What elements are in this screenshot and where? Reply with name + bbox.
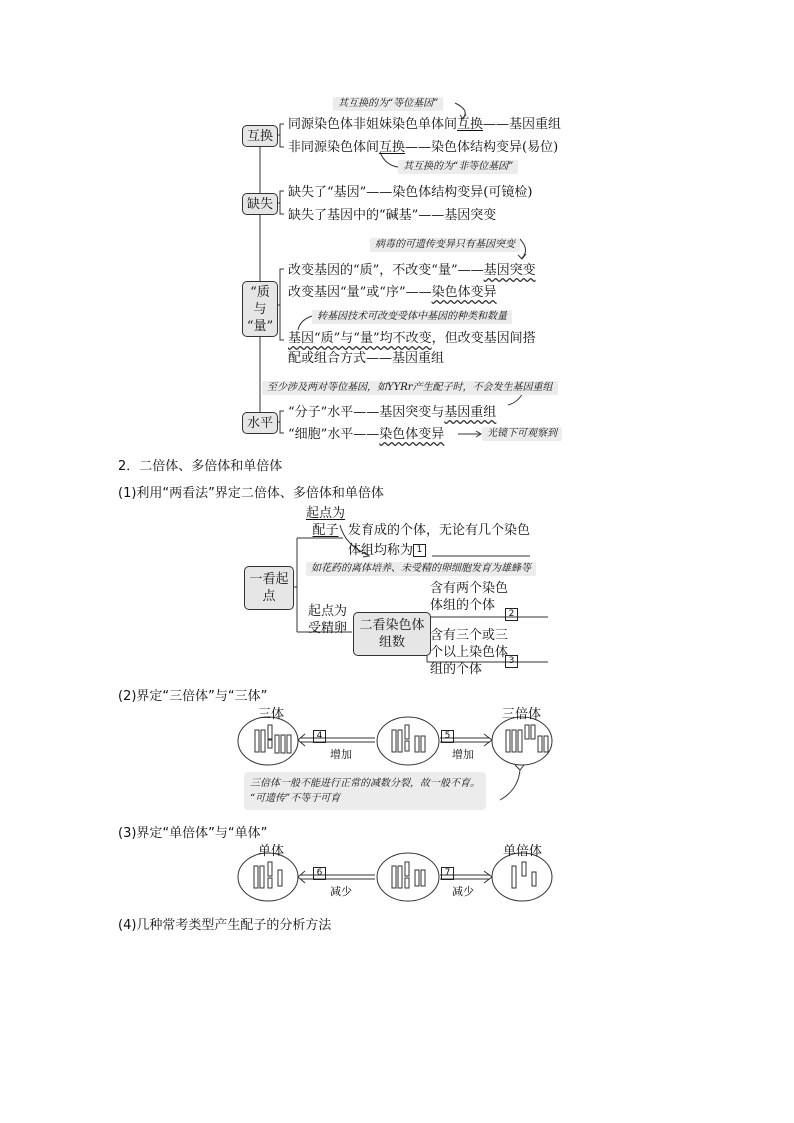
shuiping-line2: “细胞”水平——染色体变异 — [288, 427, 445, 442]
blank-4: 4 — [313, 730, 326, 743]
blank-5: 5 — [441, 730, 454, 743]
zhiliang-line2: 改变基因“量”或“序”——染色体变异 — [288, 285, 497, 300]
label-trisomy: 三体 — [258, 707, 285, 722]
zhiliang-line1: 改变基因的“质”，不改变“量”——基因突变 — [288, 263, 536, 278]
cell-diploid-bottom — [377, 853, 439, 901]
blank-6: 6 — [313, 867, 326, 880]
blank-2-wrap — [505, 604, 518, 623]
section-title: 2．二倍体、多倍体和单倍体 — [118, 459, 283, 474]
note-microscope: 光镜下可观察到 — [482, 427, 562, 441]
start-gamete: 起点为 配子 — [306, 506, 346, 538]
note-two-alleles: 至少涉及两对等位基因，如YYRr产生配子时，不会发生基因重组 — [262, 381, 558, 395]
note-nonallele-exchange: 其互换的为“非等位基因” — [398, 160, 518, 174]
node-yikan: 一看起点 — [244, 566, 294, 610]
blank-7: 7 — [441, 867, 454, 880]
node-shuiping: 水平 — [242, 412, 278, 434]
chromosomes-triploid — [506, 725, 548, 752]
chromosomes-trisomy — [255, 725, 291, 753]
chromosomes-diploid-top — [392, 725, 425, 752]
jiaohuan-line2: 非同源染色体间互换——染色体结构变异(易位) — [288, 140, 559, 155]
blank-1: 1 — [413, 544, 426, 557]
blank-4-wrap — [313, 726, 326, 745]
gamete-desc-2: 体组均称为 1 — [348, 542, 426, 559]
node-queshi: 缺失 — [242, 193, 278, 215]
jiaohuan-line1: 同源染色体非姐妹染色单体间互换——基因重组 — [288, 117, 562, 132]
subsection-2-title: (2)界定“三倍体”与“三体” — [118, 689, 268, 704]
note-virus: 病毒的可遗传变异只有基因突变 — [370, 238, 520, 252]
label-monosomy: 单体 — [258, 844, 285, 859]
two-sets-1: 含有两个染色 — [430, 581, 509, 596]
chromosomes-monosomy — [254, 862, 282, 888]
start-zygote: 起点为 受精卵 — [308, 604, 348, 636]
chromosomes-haploid — [512, 862, 536, 888]
subsection-1-title: (1)利用“两看法”界定二倍体、多倍体和单倍体 — [118, 486, 384, 501]
blank-6-wrap — [313, 863, 326, 882]
blank-3-wrap — [505, 651, 518, 670]
arrow-label-decrease-right: 减少 — [452, 885, 474, 898]
queshi-line2: 缺失了基因中的“碱基”——基因突变 — [288, 208, 497, 223]
note-gamete-example: 如花药的离体培养、未受精的卵细胞发育为雄蜂等 — [306, 562, 536, 576]
three-sets-2: 个以上染色体 — [430, 645, 509, 660]
node-jiaohuan: 互换 — [242, 125, 278, 147]
subsection-3-title: (3)界定“单倍体”与“单体” — [118, 826, 268, 841]
arrow-label-increase-right: 增加 — [452, 748, 474, 761]
three-sets-1: 含有三个或三 — [430, 628, 509, 643]
note-allele-exchange: 其互换的为“等位基因” — [333, 97, 443, 111]
cell-monosomy — [238, 853, 298, 901]
three-sets-3: 组的个体 — [430, 662, 483, 677]
chromosomes-diploid-bottom — [392, 862, 425, 888]
subsection-4-title: (4)几种常考类型产生配子的分析方法 — [118, 918, 332, 933]
label-triploid: 三倍体 — [502, 707, 542, 722]
label-haploid: 单倍体 — [503, 844, 543, 859]
blank-7-wrap — [441, 863, 454, 882]
shuiping-line1: “分子”水平——基因突变与基因重组 — [288, 405, 497, 420]
cell-haploid — [492, 853, 552, 901]
queshi-line1: 缺失了“基因”——染色体结构变异(可镜检) — [288, 185, 533, 200]
blank-2: 2 — [505, 608, 518, 621]
arrow-label-increase-left: 增加 — [330, 748, 352, 761]
node-erkan: 二看染色体组数 — [353, 612, 431, 656]
zhiliang-line3: 基因“质”与“量”均不改变，但改变基因间搭 — [288, 331, 536, 346]
node-zhiliang: “质 与 “量” — [242, 281, 278, 337]
gamete-desc-1: 发育成的个体，无论有几个染色 — [348, 523, 531, 538]
note-transgenic: 转基因技术可改变受体中基因的种类和数量 — [312, 310, 512, 324]
two-sets-2: 体组的个体 — [430, 598, 496, 613]
zhiliang-line4: 配或组合方式——基因重组 — [288, 351, 445, 366]
blank-5-wrap — [441, 726, 454, 745]
arrow-label-decrease-left: 减少 — [330, 885, 352, 898]
note-triploid-sterile: 三倍体一般不能进行正常的减数分裂，故一般不育。 “可遗传”不等于可育 — [244, 772, 486, 810]
blank-3: 3 — [505, 655, 518, 668]
